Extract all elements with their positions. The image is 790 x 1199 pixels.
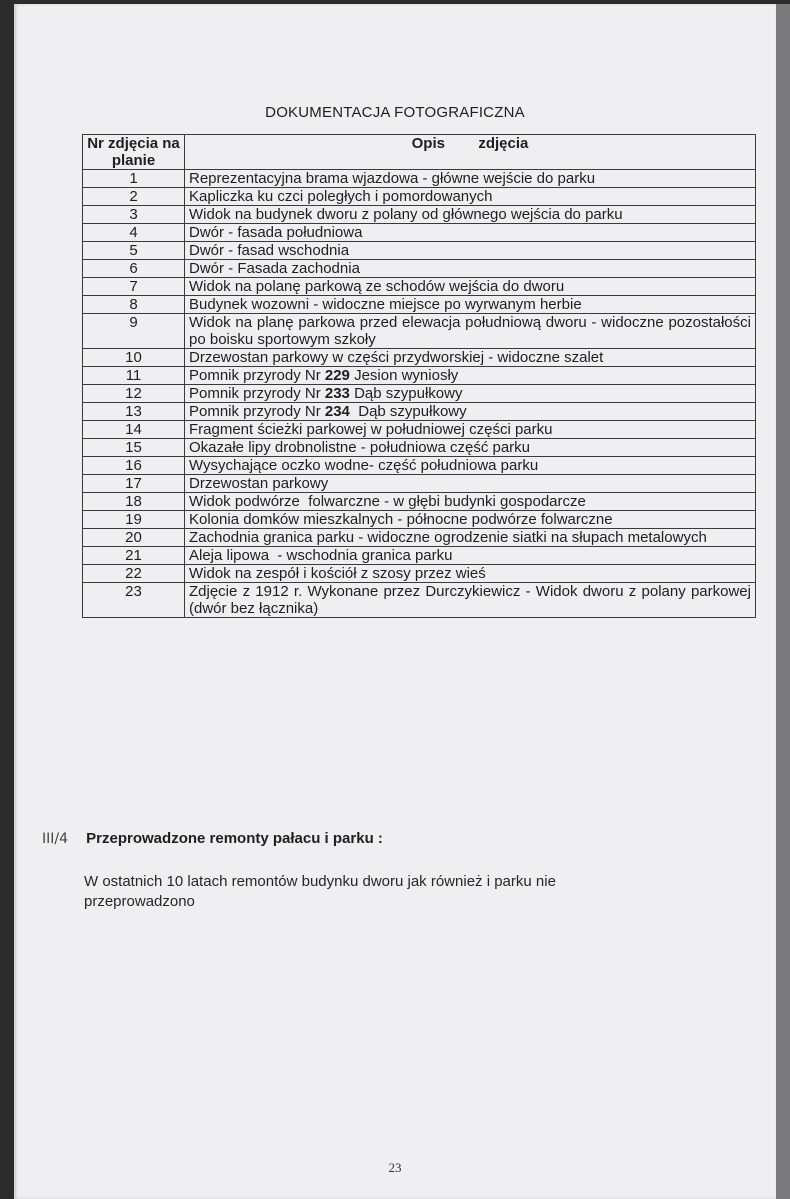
table-row (83, 565, 756, 583)
description-prefix: Pomnik przyrody Nr (189, 403, 325, 420)
photo-number: 10 (83, 349, 185, 367)
photo-description: Aleja lipowa - wschodnia granica parku (185, 547, 756, 565)
table-row (83, 439, 756, 457)
photo-number: 2 (83, 188, 185, 206)
photo-description: Widok na planę parkowa przed elewacja południową dworu - widoczne pozostałości po boisku sportowym szkoły (185, 314, 756, 349)
photo-description: Kolonia domków mieszkalnych - północne podwórze folwarczne (185, 511, 756, 529)
table-row (83, 260, 756, 278)
table-row (83, 511, 756, 529)
table-row (83, 421, 756, 439)
description-prefix: Pomnik przyrody Nr (189, 385, 325, 402)
description-prefix: Pomnik przyrody Nr (189, 367, 325, 384)
monument-number: 233 (324, 385, 350, 402)
photo-description: Dwór - fasad wschodnia (185, 242, 756, 260)
photo-description: Widok na budynek dworu z polany od głównego wejścia do parku (185, 206, 756, 224)
monument-number: 229 (324, 367, 350, 384)
photo-description (185, 367, 756, 385)
photo-number: 9 (83, 314, 185, 349)
header-photo-number: Nr zdjęcia na planie (83, 135, 185, 170)
table-row (83, 224, 756, 242)
section-mark: III/4 (42, 831, 69, 847)
table-row (83, 385, 756, 403)
table-row (83, 403, 756, 421)
photo-description: Wysychające oczko wodne- część południowa parku (185, 457, 756, 475)
photo-description: Widok na zespół i kościół z szosy przez wieś (185, 565, 756, 583)
photo-number: 13 (83, 403, 185, 421)
page-number: 23 (388, 1160, 402, 1175)
photo-description: Drzewostan parkowy (185, 475, 756, 493)
table-row (83, 314, 756, 349)
header-description-text: Opis zdjęcia (411, 135, 529, 152)
photo-number: 20 (83, 529, 185, 547)
photo-number: 15 (83, 439, 185, 457)
monument-number: 234 (324, 403, 350, 420)
description-suffix: Dąb szypułkowy (349, 403, 467, 420)
photo-description: Reprezentacyjna brama wjazdowa - główne wejście do parku (185, 170, 756, 188)
photo-description: Budynek wozowni - widoczne miejsce po wyrwanym herbie (185, 296, 756, 314)
photo-description (185, 403, 756, 421)
photo-number: 6 (83, 260, 185, 278)
photo-description: Drzewostan parkowy w części przydworskiej - widoczne szalet (185, 349, 756, 367)
header-description (185, 135, 756, 170)
photo-number: 11 (83, 367, 185, 385)
description-suffix: Jesion wyniosły (349, 367, 459, 384)
photo-number: 19 (83, 511, 185, 529)
table-header-row (83, 135, 756, 170)
photo-number: 22 (83, 565, 185, 583)
photo-number: 7 (83, 278, 185, 296)
table-row (83, 547, 756, 565)
photo-documentation-table (82, 134, 756, 618)
photo-description: Zdjęcie z 1912 r. Wykonane przez Durczykiewicz - Widok dworu z polany parkowej (dwór bez łącznika) (185, 583, 756, 618)
photo-number: 18 (83, 493, 185, 511)
page-edge (776, 4, 790, 1199)
table-row (83, 475, 756, 493)
table-row (83, 457, 756, 475)
table-row (83, 529, 756, 547)
photo-number: 3 (83, 206, 185, 224)
document-title: DOKUMENTACJA FOTOGRAFICZNA (265, 104, 525, 121)
photo-number: 16 (83, 457, 185, 475)
photo-description: Zachodnia granica parku - widoczne ogrodzenie siatki na słupach metalowych (185, 529, 756, 547)
photo-description: Dwór - fasada południowa (185, 224, 756, 242)
photo-number: 1 (83, 170, 185, 188)
photo-number: 4 (83, 224, 185, 242)
photo-description: Dwór - Fasada zachodnia (185, 260, 756, 278)
section-title: Przeprowadzone remonty pałacu i parku : (86, 830, 383, 847)
description-suffix: Dąb szypułkowy (349, 385, 463, 402)
table-row (83, 493, 756, 511)
photo-description (185, 385, 756, 403)
table-row (83, 278, 756, 296)
section-heading (42, 830, 742, 847)
photo-description: Kapliczka ku czci poległych i pomordowanych (185, 188, 756, 206)
photo-number: 23 (83, 583, 185, 618)
photo-description: Widok na polanę parkową ze schodów wejścia do dworu (185, 278, 756, 296)
photo-description: Fragment ścieżki parkowej w południowej części parku (185, 421, 756, 439)
photo-number: 17 (83, 475, 185, 493)
photo-number: 8 (83, 296, 185, 314)
photo-number: 12 (83, 385, 185, 403)
photo-number: 14 (83, 421, 185, 439)
table-row (83, 349, 756, 367)
photo-description: Okazałe lipy drobnolistne - południowa część parku (185, 439, 756, 457)
section-paragraph: W ostatnich 10 latach remontów budynku dworu jak również i parku nie przeprowadzono (84, 873, 556, 910)
photo-description: Widok podwórze folwarczne - w głębi budynki gospodarcze (185, 493, 756, 511)
table-row (83, 583, 756, 618)
table-row (83, 242, 756, 260)
table-row (83, 367, 756, 385)
table-row (83, 170, 756, 188)
table-row (83, 206, 756, 224)
table-row (83, 296, 756, 314)
document-page (14, 4, 776, 1199)
photo-number: 21 (83, 547, 185, 565)
table-row (83, 188, 756, 206)
photo-number: 5 (83, 242, 185, 260)
